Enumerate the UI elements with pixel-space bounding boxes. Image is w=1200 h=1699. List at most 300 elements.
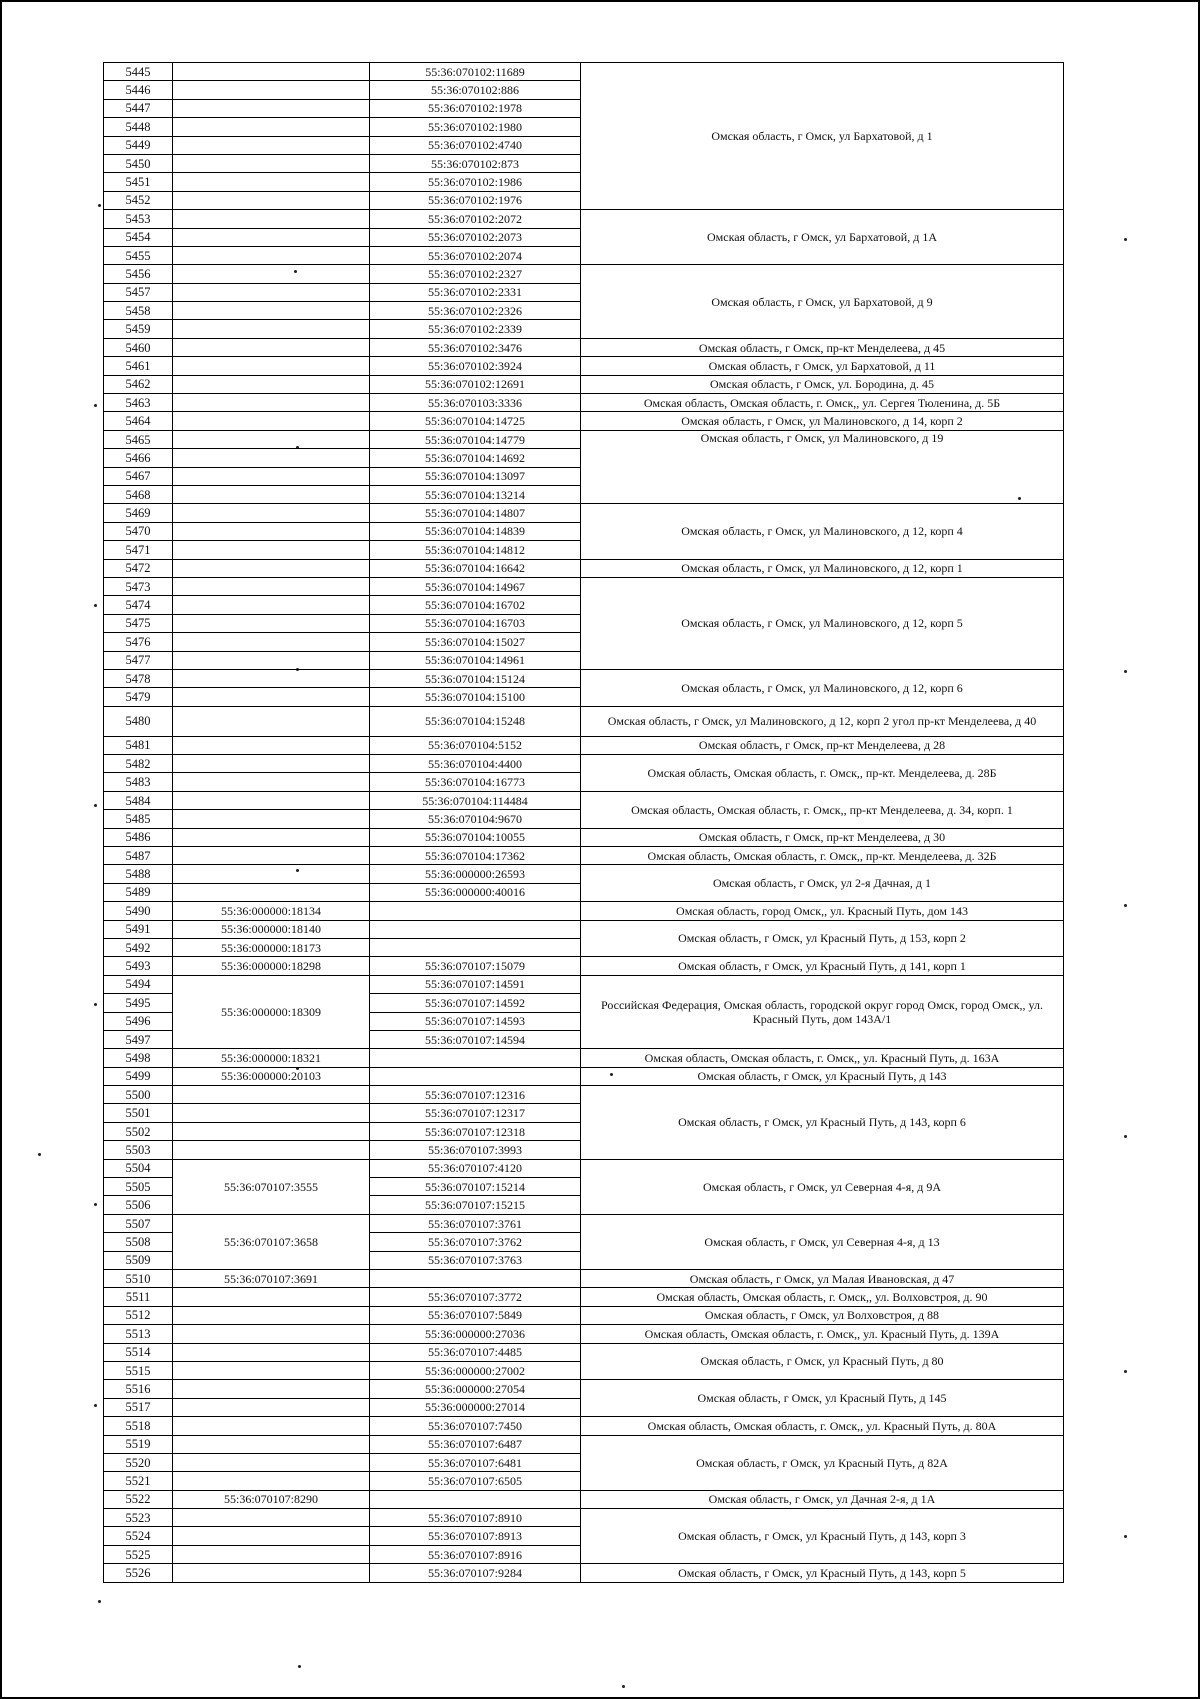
- address: Омская область, г Омск, ул Северная 4-я, д 9А: [581, 1159, 1064, 1214]
- scan-speck: [94, 404, 97, 407]
- cadastral-number-building: 55:36:000000:27014: [370, 1398, 581, 1416]
- cadastral-number-building: 55:36:070102:2073: [370, 228, 581, 246]
- cadastral-number-parcel: [173, 541, 370, 559]
- address: Омская область, Омская область, г. Омск,, пр-кт. Менделеева, д. 28Б: [581, 755, 1064, 792]
- row-number: 5487: [104, 847, 173, 865]
- row-number: 5474: [104, 596, 173, 614]
- cadastral-number-parcel: [173, 1361, 370, 1379]
- cadastral-number-building: 55:36:070104:15248: [370, 706, 581, 736]
- table-row: [104, 394, 1064, 412]
- row-number: 5450: [104, 154, 173, 172]
- cadastral-number-building: 55:36:070107:8913: [370, 1527, 581, 1545]
- cadastral-number-building: 55:36:070107:3772: [370, 1288, 581, 1306]
- cadastral-number-parcel: [173, 320, 370, 338]
- cadastral-number-parcel: [173, 1417, 370, 1435]
- scan-speck: [94, 604, 97, 607]
- cadastral-number-parcel: [173, 228, 370, 246]
- row-number: 5522: [104, 1490, 173, 1508]
- cadastral-number-building: 55:36:070104:15027: [370, 633, 581, 651]
- cadastral-number-parcel: [173, 485, 370, 503]
- row-number: 5505: [104, 1178, 173, 1196]
- cadastral-number-building: 55:36:070104:14839: [370, 522, 581, 540]
- row-number: 5515: [104, 1361, 173, 1379]
- cadastral-number-parcel: [173, 651, 370, 669]
- cadastral-number-building: 55:36:070104:14725: [370, 412, 581, 430]
- cadastral-number-building: 55:36:070107:15079: [370, 957, 581, 975]
- row-number: 5490: [104, 902, 173, 920]
- cadastral-number-building: 55:36:070102:1980: [370, 118, 581, 136]
- row-number: 5523: [104, 1509, 173, 1527]
- table-row: [104, 736, 1064, 754]
- cadastral-number-building: 55:36:000000:27036: [370, 1325, 581, 1343]
- cadastral-number-building: 55:36:070107:8910: [370, 1509, 581, 1527]
- cadastral-number-building: 55:36:070107:5849: [370, 1306, 581, 1324]
- row-number: 5447: [104, 99, 173, 117]
- row-number: 5495: [104, 994, 173, 1012]
- address: Омская область, г Омск, ул Красный Путь, д 153, корп 2: [581, 920, 1064, 957]
- cadastral-number-building: 55:36:070104:10055: [370, 828, 581, 846]
- cadastral-number-parcel: [173, 1306, 370, 1324]
- cadastral-number-building: 55:36:070107:12317: [370, 1104, 581, 1122]
- cadastral-number-building: 55:36:070107:7450: [370, 1417, 581, 1435]
- row-number: 5476: [104, 633, 173, 651]
- row-number: 5481: [104, 736, 173, 754]
- cadastral-number-parcel: [173, 430, 370, 448]
- cadastral-number-parcel: [173, 1472, 370, 1490]
- cadastral-number-parcel: [173, 577, 370, 595]
- row-number: 5461: [104, 357, 173, 375]
- row-number: 5502: [104, 1122, 173, 1140]
- cadastral-number-parcel: [173, 1527, 370, 1545]
- table-body: [104, 63, 1064, 1583]
- cadastral-number-parcel: 55:36:000000:18134: [173, 902, 370, 920]
- address: Омская область, Омская область, г. Омск,, ул. Красный Путь, д. 163А: [581, 1049, 1064, 1067]
- cadastral-number-parcel: [173, 828, 370, 846]
- row-number: 5501: [104, 1104, 173, 1122]
- cadastral-number-building: 55:36:070104:13097: [370, 467, 581, 485]
- cadastral-number-building: 55:36:070102:12691: [370, 375, 581, 393]
- cadastral-number-building: 55:36:070107:14592: [370, 994, 581, 1012]
- row-number: 5520: [104, 1453, 173, 1471]
- address: Омская область, г Омск, ул Бархатовой, д 1: [581, 63, 1064, 210]
- address: Омская область, г Омск, ул Бархатовой, д 11: [581, 357, 1064, 375]
- row-number: 5514: [104, 1343, 173, 1361]
- address: Российская Федерация, Омская область, городской округ город Омск, город Омск,, ул. Красный Путь, дом 143А/1: [581, 975, 1064, 1049]
- row-number: 5516: [104, 1380, 173, 1398]
- cadastral-number-parcel: 55:36:070107:3555: [173, 1159, 370, 1214]
- row-number: 5460: [104, 338, 173, 356]
- cadastral-number-building: 55:36:070107:15215: [370, 1196, 581, 1214]
- table-row: [104, 577, 1064, 595]
- table-row: [104, 63, 1064, 81]
- address: Омская область, г Омск, ул Северная 4-я, д 13: [581, 1214, 1064, 1269]
- scan-speck: [94, 1404, 97, 1407]
- address: Омская область, Омская область, г. Омск,, пр-кт Менделеева, д. 34, корп. 1: [581, 791, 1064, 828]
- cadastral-number-parcel: [173, 1509, 370, 1527]
- table-row: [104, 1435, 1064, 1453]
- address: Омская область, Омская область, г. Омск,, ул. Волховстроя, д. 90: [581, 1288, 1064, 1306]
- cadastral-number-building: 55:36:000000:40016: [370, 883, 581, 901]
- cadastral-number-parcel: [173, 1086, 370, 1104]
- table-row: [104, 975, 1064, 993]
- scan-speck: [1124, 670, 1127, 673]
- cadastral-number-parcel: [173, 1122, 370, 1140]
- row-number: 5454: [104, 228, 173, 246]
- cadastral-number-building: [370, 1490, 581, 1508]
- scan-speck: [94, 804, 97, 807]
- cadastral-number-parcel: 55:36:000000:18298: [173, 957, 370, 975]
- cadastral-number-building: 55:36:070102:873: [370, 154, 581, 172]
- cadastral-number-parcel: [173, 559, 370, 577]
- row-number: 5459: [104, 320, 173, 338]
- cadastral-number-building: 55:36:070104:14779: [370, 430, 581, 448]
- row-number: 5449: [104, 136, 173, 154]
- cadastral-number-parcel: [173, 1398, 370, 1416]
- cadastral-number-parcel: [173, 283, 370, 301]
- cadastral-number-parcel: [173, 755, 370, 773]
- row-number: 5479: [104, 688, 173, 706]
- row-number: 5446: [104, 81, 173, 99]
- cadastral-number-building: 55:36:070107:4120: [370, 1159, 581, 1177]
- cadastral-number-building: [370, 938, 581, 956]
- row-number: 5512: [104, 1306, 173, 1324]
- row-number: 5445: [104, 63, 173, 81]
- cadastral-number-building: 55:36:070104:16702: [370, 596, 581, 614]
- cadastral-number-parcel: [173, 810, 370, 828]
- address: Омская область, г Омск, ул Малиновского, д 12, корп 6: [581, 669, 1064, 706]
- cadastral-number-parcel: 55:36:070107:8290: [173, 1490, 370, 1508]
- row-number: 5500: [104, 1086, 173, 1104]
- cadastral-number-parcel: 55:36:000000:18140: [173, 920, 370, 938]
- cadastral-number-building: [370, 1067, 581, 1085]
- cadastral-number-building: 55:36:070104:5152: [370, 736, 581, 754]
- row-number: 5480: [104, 706, 173, 736]
- cadastral-number-parcel: [173, 791, 370, 809]
- table-row: [104, 791, 1064, 809]
- cadastral-number-parcel: [173, 265, 370, 283]
- cadastral-number-parcel: [173, 467, 370, 485]
- row-number: 5510: [104, 1270, 173, 1288]
- cadastral-number-building: 55:36:070107:9284: [370, 1564, 581, 1582]
- cadastral-number-parcel: [173, 191, 370, 209]
- row-number: 5517: [104, 1398, 173, 1416]
- row-number: 5482: [104, 755, 173, 773]
- cadastral-number-parcel: [173, 773, 370, 791]
- address: Омская область, г Омск, ул Малиновского, д 19: [581, 430, 1064, 504]
- cadastral-number-building: 55:36:000000:27054: [370, 1380, 581, 1398]
- cadastral-number-building: 55:36:070102:2072: [370, 210, 581, 228]
- row-number: 5511: [104, 1288, 173, 1306]
- row-number: 5457: [104, 283, 173, 301]
- cadastral-number-building: 55:36:070104:16642: [370, 559, 581, 577]
- cadastral-number-building: 55:36:070104:15100: [370, 688, 581, 706]
- cadastral-number-building: [370, 1049, 581, 1067]
- cadastral-number-parcel: 55:36:000000:20103: [173, 1067, 370, 1085]
- cadastral-number-building: 55:36:070107:12316: [370, 1086, 581, 1104]
- cadastral-number-parcel: [173, 63, 370, 81]
- cadastral-number-building: 55:36:070107:15214: [370, 1178, 581, 1196]
- row-number: 5521: [104, 1472, 173, 1490]
- cadastral-number-building: 55:36:070104:16773: [370, 773, 581, 791]
- scan-speck: [1124, 1135, 1127, 1138]
- cadastral-number-building: 55:36:070107:14594: [370, 1030, 581, 1048]
- cadastral-number-parcel: [173, 633, 370, 651]
- cadastral-number-building: 55:36:070102:1976: [370, 191, 581, 209]
- cadastral-number-building: 55:36:070104:14961: [370, 651, 581, 669]
- cadastral-number-building: [370, 920, 581, 938]
- row-number: 5452: [104, 191, 173, 209]
- cadastral-number-parcel: [173, 865, 370, 883]
- cadastral-number-parcel: 55:36:070107:3691: [173, 1270, 370, 1288]
- cadastral-number-parcel: [173, 883, 370, 901]
- cadastral-number-building: 55:36:070104:14692: [370, 449, 581, 467]
- address: Омская область, г Омск, ул Бархатовой, д 9: [581, 265, 1064, 339]
- address: Омская область, Омская область, г. Омск,, пр-кт. Менделеева, д. 32Б: [581, 847, 1064, 865]
- cadastral-number-building: 55:36:070102:11689: [370, 63, 581, 81]
- scan-speck: [1124, 904, 1127, 907]
- table-row: [104, 1214, 1064, 1232]
- table-row: [104, 1490, 1064, 1508]
- row-number: 5455: [104, 246, 173, 264]
- table-row: [104, 902, 1064, 920]
- cadastral-number-building: 55:36:070107:8916: [370, 1545, 581, 1563]
- cadastral-number-parcel: [173, 136, 370, 154]
- cadastral-number-parcel: [173, 210, 370, 228]
- row-number: 5492: [104, 938, 173, 956]
- cadastral-number-building: [370, 902, 581, 920]
- cadastral-number-parcel: [173, 375, 370, 393]
- table-row: [104, 828, 1064, 846]
- table-row: [104, 1380, 1064, 1398]
- cadastral-number-parcel: [173, 81, 370, 99]
- address: Омская область, г Омск, ул Красный Путь, д 143, корп 6: [581, 1086, 1064, 1160]
- table-row: [104, 265, 1064, 283]
- table-row: [104, 865, 1064, 883]
- row-number: 5469: [104, 504, 173, 522]
- row-number: 5458: [104, 302, 173, 320]
- table-row: [104, 338, 1064, 356]
- cadastral-number-building: 55:36:070104:17362: [370, 847, 581, 865]
- cadastral-number-building: 55:36:070104:15124: [370, 669, 581, 687]
- row-number: 5493: [104, 957, 173, 975]
- address: Омская область, г Омск, пр-кт Менделеева, д 45: [581, 338, 1064, 356]
- address: Омская область, г Омск, ул Красный Путь, д 80: [581, 1343, 1064, 1380]
- address: Омская область, Омская область, г. Омск,, ул. Красный Путь, д. 139А: [581, 1325, 1064, 1343]
- row-number: 5507: [104, 1214, 173, 1232]
- cadastral-number-building: 55:36:070102:3476: [370, 338, 581, 356]
- address: Омская область, г Омск, ул Дачная 2-я, д 1А: [581, 1490, 1064, 1508]
- address: Омская область, г Омск, ул Малиновского, д 12, корп 2 угол пр-кт Менделеева, д 40: [581, 706, 1064, 736]
- cadastral-number-parcel: 55:36:070107:3658: [173, 1214, 370, 1269]
- cadastral-number-parcel: [173, 394, 370, 412]
- address: Омская область, г Омск, ул Красный Путь, д 141, корп 1: [581, 957, 1064, 975]
- row-number: 5504: [104, 1159, 173, 1177]
- cadastral-number-building: 55:36:070107:6505: [370, 1472, 581, 1490]
- scan-speck: [1124, 1370, 1127, 1373]
- address: Омская область, г Омск, ул Малиновского, д 14, корп 2: [581, 412, 1064, 430]
- address: Омская область, Омская область, г. Омск,, ул. Красный Путь, д. 80А: [581, 1417, 1064, 1435]
- row-number: 5462: [104, 375, 173, 393]
- scan-speck: [298, 1665, 301, 1668]
- address: Омская область, Омская область, г. Омск,, ул. Сергея Тюленина, д. 5Б: [581, 394, 1064, 412]
- row-number: 5456: [104, 265, 173, 283]
- cadastral-number-parcel: [173, 1564, 370, 1582]
- scan-speck: [98, 1600, 101, 1603]
- cadastral-number-building: 55:36:070107:3762: [370, 1233, 581, 1251]
- cadastral-number-parcel: [173, 449, 370, 467]
- scan-speck: [1124, 238, 1127, 241]
- row-number: 5451: [104, 173, 173, 191]
- cadastral-number-parcel: [173, 736, 370, 754]
- cadastral-number-parcel: [173, 1141, 370, 1159]
- row-number: 5448: [104, 118, 173, 136]
- table-row: [104, 1417, 1064, 1435]
- row-number: 5478: [104, 669, 173, 687]
- cadastral-number-building: 55:36:070107:3993: [370, 1141, 581, 1159]
- cadastral-number-building: 55:36:070102:2327: [370, 265, 581, 283]
- cadastral-number-building: 55:36:000000:27002: [370, 1361, 581, 1379]
- table-row: [104, 1270, 1064, 1288]
- cadastral-number-building: 55:36:070104:14967: [370, 577, 581, 595]
- address: Омская область, г Омск, ул Малиновского, д 12, корп 4: [581, 504, 1064, 559]
- cadastral-number-parcel: [173, 99, 370, 117]
- table-row: [104, 412, 1064, 430]
- table-row: [104, 430, 1064, 448]
- cadastral-number-parcel: [173, 246, 370, 264]
- cadastral-number-building: 55:36:070102:1986: [370, 173, 581, 191]
- table-row: [104, 1159, 1064, 1177]
- row-number: 5509: [104, 1251, 173, 1269]
- cadastral-number-building: 55:36:070107:3763: [370, 1251, 581, 1269]
- cadastral-number-building: 55:36:070104:14807: [370, 504, 581, 522]
- row-number: 5483: [104, 773, 173, 791]
- row-number: 5466: [104, 449, 173, 467]
- cadastral-number-parcel: [173, 522, 370, 540]
- cadastral-number-building: 55:36:070107:6487: [370, 1435, 581, 1453]
- table-row: [104, 1564, 1064, 1582]
- table-row: [104, 669, 1064, 687]
- address: Омская область, г Омск, ул Волховстроя, д 88: [581, 1306, 1064, 1324]
- cadastral-number-parcel: [173, 1453, 370, 1471]
- cadastral-number-parcel: [173, 412, 370, 430]
- cadastral-number-building: 55:36:070104:13214: [370, 485, 581, 503]
- row-number: 5486: [104, 828, 173, 846]
- address: Омская область, г Омск, ул Красный Путь, д 82А: [581, 1435, 1064, 1490]
- address: Омская область, город Омск,, ул. Красный Путь, дом 143: [581, 902, 1064, 920]
- cadastral-number-parcel: [173, 357, 370, 375]
- row-number: 5473: [104, 577, 173, 595]
- scan-speck: [1124, 1535, 1127, 1538]
- cadastral-number-parcel: [173, 338, 370, 356]
- row-number: 5463: [104, 394, 173, 412]
- table-row: [104, 1509, 1064, 1527]
- address: Омская область, г Омск, пр-кт Менделеева, д 30: [581, 828, 1064, 846]
- address: Омская область, г Омск, ул Малиновского, д 12, корп 5: [581, 577, 1064, 669]
- cadastral-number-parcel: [173, 1104, 370, 1122]
- cadastral-number-building: 55:36:070107:6481: [370, 1453, 581, 1471]
- cadastral-number-building: [370, 1270, 581, 1288]
- cadastral-number-building: 55:36:070104:16703: [370, 614, 581, 632]
- cadastral-number-building: 55:36:070107:4485: [370, 1343, 581, 1361]
- cadastral-number-parcel: [173, 614, 370, 632]
- table-row: [104, 706, 1064, 736]
- row-number: 5506: [104, 1196, 173, 1214]
- table-row: [104, 504, 1064, 522]
- address: Омская область, г Омск, ул Бархатовой, д 1А: [581, 210, 1064, 265]
- cadastral-number-building: 55:36:070104:4400: [370, 755, 581, 773]
- cadastral-number-parcel: 55:36:000000:18173: [173, 938, 370, 956]
- cadastral-number-parcel: [173, 1435, 370, 1453]
- row-number: 5497: [104, 1030, 173, 1048]
- row-number: 5518: [104, 1417, 173, 1435]
- row-number: 5524: [104, 1527, 173, 1545]
- row-number: 5470: [104, 522, 173, 540]
- scan-speck: [38, 1153, 41, 1156]
- address: Омская область, г Омск, ул Красный Путь, д 143, корп 5: [581, 1564, 1064, 1582]
- table-row: [104, 1343, 1064, 1361]
- cadastral-number-parcel: [173, 1545, 370, 1563]
- row-number: 5494: [104, 975, 173, 993]
- cadastral-register-table: [103, 62, 1064, 1583]
- cadastral-number-parcel: [173, 669, 370, 687]
- row-number: 5464: [104, 412, 173, 430]
- address: Омская область, г Омск, ул Красный Путь, д 145: [581, 1380, 1064, 1417]
- cadastral-number-building: 55:36:070102:2339: [370, 320, 581, 338]
- table-row: [104, 357, 1064, 375]
- scan-speck: [94, 1203, 97, 1206]
- table-row: [104, 210, 1064, 228]
- cadastral-number-parcel: [173, 504, 370, 522]
- cadastral-number-parcel: [173, 1288, 370, 1306]
- cadastral-number-building: 55:36:070104:114484: [370, 791, 581, 809]
- row-number: 5467: [104, 467, 173, 485]
- address: Омская область, г Омск, ул Красный Путь, д 143, корп 3: [581, 1509, 1064, 1564]
- row-number: 5503: [104, 1141, 173, 1159]
- row-number: 5513: [104, 1325, 173, 1343]
- cadastral-number-parcel: 55:36:000000:18321: [173, 1049, 370, 1067]
- cadastral-number-parcel: [173, 118, 370, 136]
- scan-speck: [622, 1685, 625, 1688]
- cadastral-number-parcel: [173, 688, 370, 706]
- address: Омская область, г Омск, ул Малиновского, д 12, корп 1: [581, 559, 1064, 577]
- table-row: [104, 957, 1064, 975]
- cadastral-number-building: 55:36:070107:14591: [370, 975, 581, 993]
- row-number: 5496: [104, 1012, 173, 1030]
- cadastral-number-building: 55:36:070107:3761: [370, 1214, 581, 1232]
- row-number: 5484: [104, 791, 173, 809]
- row-number: 5465: [104, 430, 173, 448]
- table-row: [104, 1325, 1064, 1343]
- cadastral-number-building: 55:36:070104:14812: [370, 541, 581, 559]
- table-row: [104, 375, 1064, 393]
- table-row: [104, 1306, 1064, 1324]
- address: Омская область, г Омск, пр-кт Менделеева, д 28: [581, 736, 1064, 754]
- table-row: [104, 847, 1064, 865]
- row-number: 5485: [104, 810, 173, 828]
- row-number: 5499: [104, 1067, 173, 1085]
- cadastral-number-parcel: [173, 173, 370, 191]
- cadastral-number-building: 55:36:070104:9670: [370, 810, 581, 828]
- cadastral-number-building: 55:36:070107:12318: [370, 1122, 581, 1140]
- row-number: 5526: [104, 1564, 173, 1582]
- row-number: 5508: [104, 1233, 173, 1251]
- cadastral-number-parcel: [173, 1380, 370, 1398]
- row-number: 5498: [104, 1049, 173, 1067]
- cadastral-number-building: 55:36:070102:3924: [370, 357, 581, 375]
- table-row: [104, 1049, 1064, 1067]
- cadastral-number-building: 55:36:070102:2074: [370, 246, 581, 264]
- cadastral-number-parcel: [173, 706, 370, 736]
